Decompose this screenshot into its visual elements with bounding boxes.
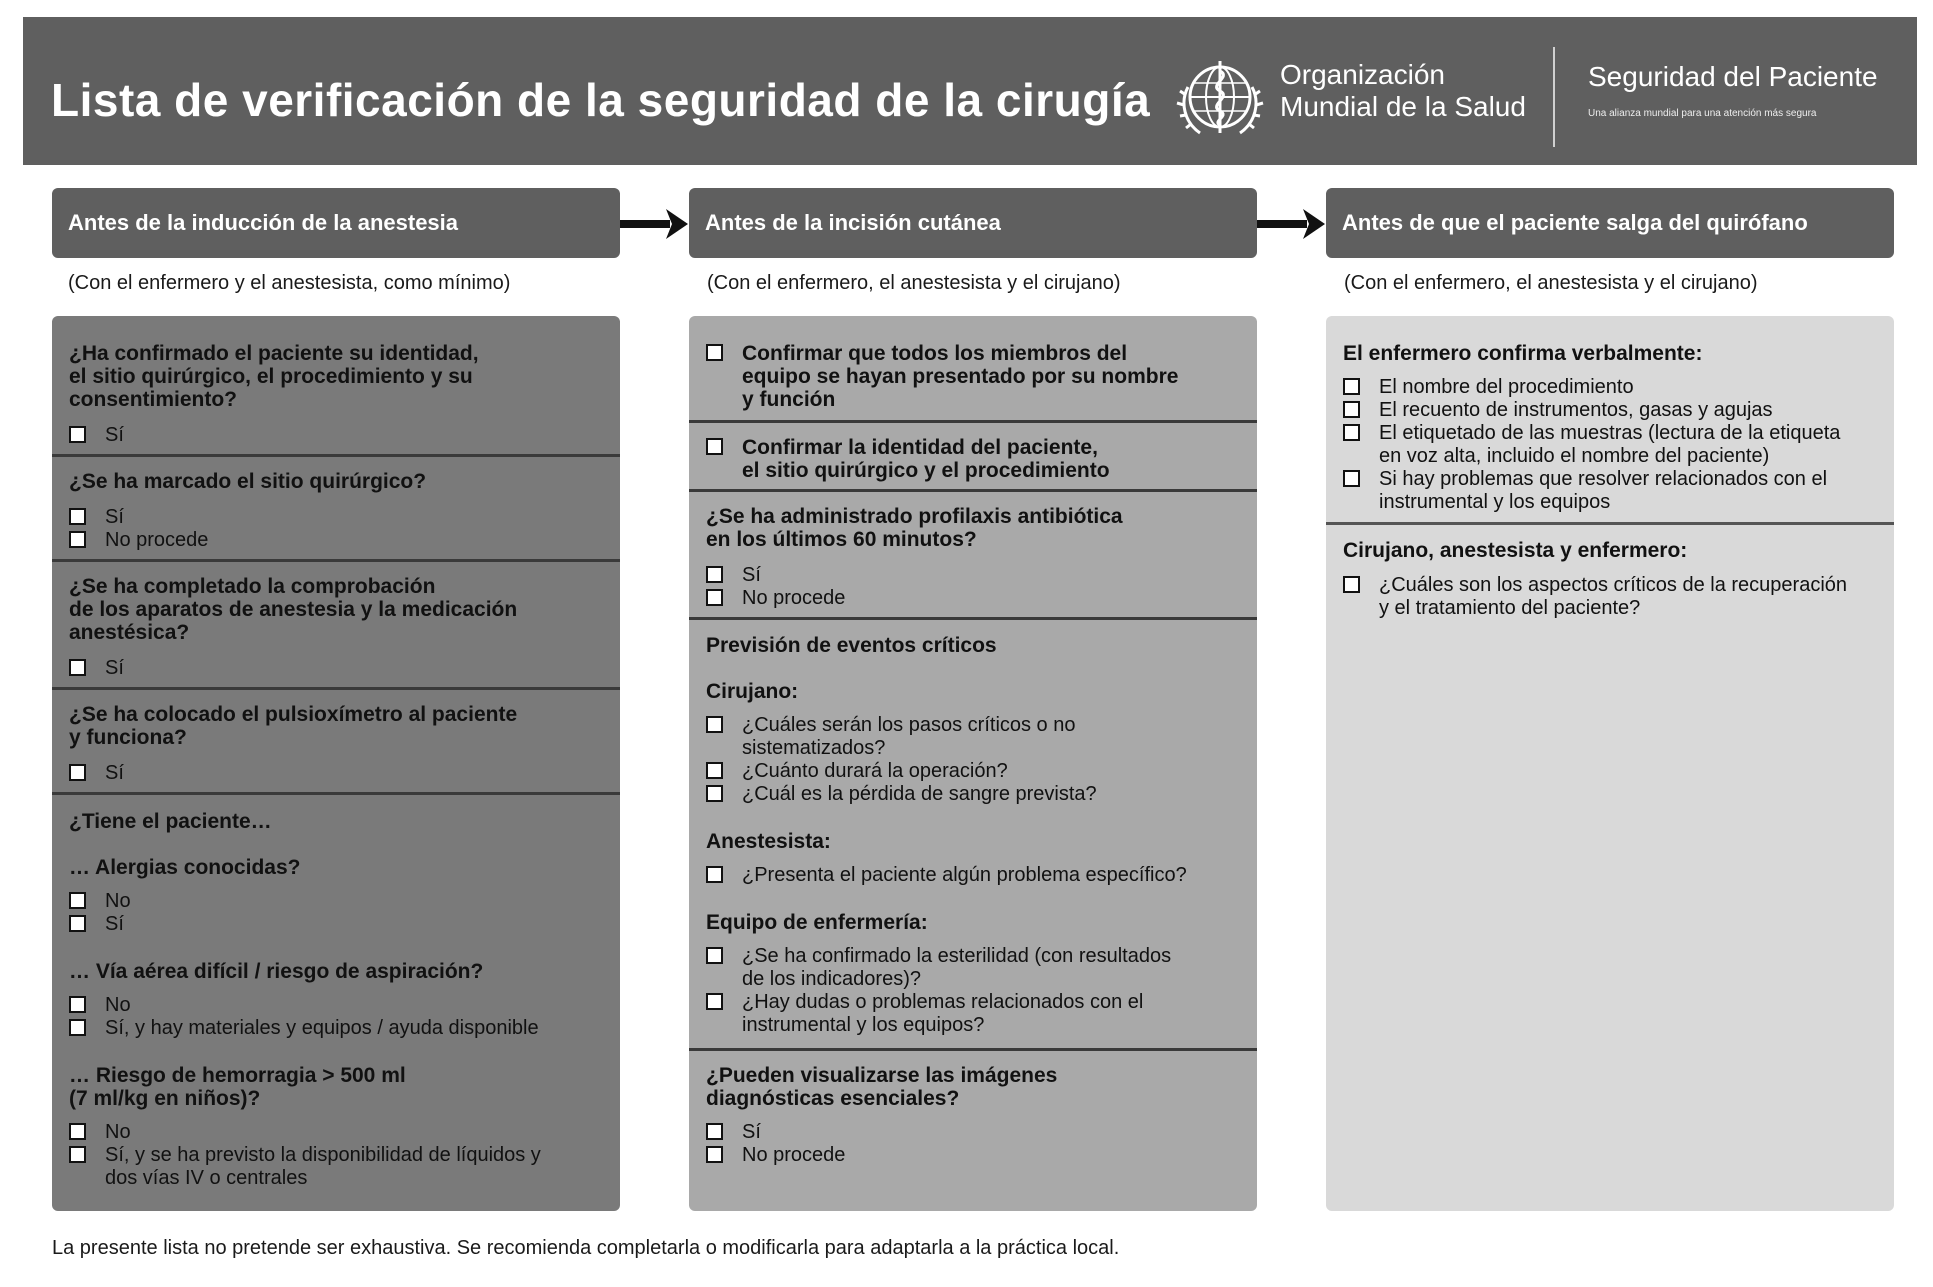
question-imaging: ¿Pueden visualizarse las imágenes diagnósticas esenciales? <box>706 1064 1058 1110</box>
column-subtitle-exit: (Con el enfermero, el anestesista y el cirujano) <box>1344 272 1758 294</box>
column-subtitle-induction: (Con el enfermero y el anestesista, como mínimo) <box>68 272 511 294</box>
checkbox-icon[interactable] <box>706 993 723 1010</box>
option-hemorrhage-no[interactable]: No <box>69 1121 131 1144</box>
option-team-introduced[interactable]: Confirmar que todos los miembros del equipo se hayan presentado por su nombre y función <box>706 342 1178 411</box>
option-procedure-name[interactable]: El nombre del procedimiento <box>1343 376 1634 399</box>
option-confirm-identity[interactable]: Confirmar la identidad del paciente, el sitio quirúrgico y el procedimiento <box>706 436 1110 482</box>
section-divider <box>689 420 1257 423</box>
section-divider <box>689 1048 1257 1051</box>
who-name: Organización Mundial de la Salud <box>1280 59 1526 122</box>
option-critical-steps[interactable]: ¿Cuáles serán los pasos críticos o no sistematizados? <box>706 714 1076 760</box>
checkbox-icon[interactable] <box>69 426 86 443</box>
patient-safety-title: Seguridad del Paciente <box>1588 61 1878 92</box>
checkbox-icon[interactable] <box>1343 401 1360 418</box>
option-airway-yes[interactable]: Sí, y hay materiales y equipos / ayuda disponible <box>69 1017 539 1040</box>
section-critical-events: Previsión de eventos críticos <box>706 634 997 657</box>
section-divider <box>689 617 1257 620</box>
option-equipment-issues[interactable]: ¿Hay dudas o problemas relacionados con el instrumental y los equipos? <box>706 991 1143 1037</box>
option-recovery-concerns[interactable]: ¿Cuáles son los aspectos críticos de la recuperación y el tratamiento del paciente? <box>1343 574 1847 620</box>
header-divider <box>1553 47 1555 147</box>
who-emblem-icon <box>1170 47 1270 147</box>
section-divider <box>52 454 620 457</box>
footer-note: La presente lista no pretende ser exhaustiva. Se recomienda completarla o modificarla para adaptarla a la práctica local. <box>52 1237 1120 1259</box>
checkbox-icon[interactable] <box>706 785 723 802</box>
question-identity: ¿Ha confirmado el paciente su identidad, el sitio quirúrgico, el procedimiento y su consentimiento? <box>69 342 479 411</box>
checkbox-icon[interactable] <box>706 566 723 583</box>
checkbox-icon[interactable] <box>69 1019 86 1036</box>
checkbox-icon[interactable] <box>706 716 723 733</box>
option-imaging-yes[interactable]: Sí <box>706 1121 761 1144</box>
checkbox-icon[interactable] <box>69 764 86 781</box>
checkbox-icon[interactable] <box>69 996 86 1013</box>
option-antibiotic-na[interactable]: No procede <box>706 587 845 610</box>
option-equipment-problems[interactable]: Si hay problemas que resolver relacionados con el instrumental y los equipos <box>1343 468 1827 514</box>
label-anesthetist: Anestesista: <box>706 830 831 853</box>
question-pulse-oximeter: ¿Se ha colocado el pulsioxímetro al paciente y funciona? <box>69 703 518 749</box>
option-identity-yes[interactable]: Sí <box>69 424 124 447</box>
label-surgeon: Cirujano: <box>706 680 799 703</box>
checkbox-icon[interactable] <box>69 1123 86 1140</box>
option-sterility[interactable]: ¿Se ha confirmado la esterilidad (con resultados de los indicadores)? <box>706 945 1171 991</box>
patient-safety-subtitle: Una alianza mundial para una atención más segura <box>1588 108 1817 119</box>
panel-induction <box>52 316 620 1211</box>
option-imaging-na[interactable]: No procede <box>706 1144 845 1167</box>
question-antibiotic: ¿Se ha administrado profilaxis antibiótica en los últimos 60 minutos? <box>706 505 1123 551</box>
option-anesthesia-yes[interactable]: Sí <box>69 657 124 680</box>
option-allergies-yes[interactable]: Sí <box>69 913 124 936</box>
column-subtitle-incision: (Con el enfermero, el anestesista y el cirujano) <box>707 272 1121 294</box>
checkbox-icon[interactable] <box>706 762 723 779</box>
option-airway-no[interactable]: No <box>69 994 131 1017</box>
question-hemorrhage: … Riesgo de hemorragia > 500 ml (7 ml/kg en niños)? <box>69 1064 406 1110</box>
option-specimen-labeling[interactable]: El etiquetado de las muestras (lectura de la etiqueta en voz alta, incluido el nombre del paciente) <box>1343 422 1840 468</box>
page-title: Lista de verificación de la seguridad de la cirugía <box>51 74 1151 126</box>
checkbox-icon[interactable] <box>1343 576 1360 593</box>
label-nursing-team: Equipo de enfermería: <box>706 911 928 934</box>
option-instrument-count[interactable]: El recuento de instrumentos, gasas y agujas <box>1343 399 1773 422</box>
option-allergies-no[interactable]: No <box>69 890 131 913</box>
checkbox-icon[interactable] <box>69 659 86 676</box>
section-divider <box>52 792 620 795</box>
option-duration[interactable]: ¿Cuánto durará la operación? <box>706 760 1008 783</box>
option-site-na[interactable]: No procede <box>69 529 208 552</box>
column-header-exit: Antes de que el paciente salga del quirófano <box>1326 188 1894 258</box>
header-bar <box>23 17 1917 165</box>
arrow-right-icon <box>620 207 690 241</box>
checkbox-icon[interactable] <box>1343 424 1360 441</box>
checkbox-icon[interactable] <box>706 1123 723 1140</box>
panel-incision <box>689 316 1257 1211</box>
checkbox-icon[interactable] <box>69 508 86 525</box>
checkbox-icon[interactable] <box>69 892 86 909</box>
checkbox-icon[interactable] <box>706 438 723 455</box>
checkbox-icon[interactable] <box>706 866 723 883</box>
question-allergies: … Alergias conocidas? <box>69 856 301 879</box>
section-nurse-confirms: El enfermero confirma verbalmente: <box>1343 342 1703 365</box>
panel-exit <box>1326 316 1894 1211</box>
checkbox-icon[interactable] <box>706 1146 723 1163</box>
section-team-review: Cirujano, anestesista y enfermero: <box>1343 539 1688 562</box>
section-divider <box>1326 522 1894 525</box>
checkbox-icon[interactable] <box>706 947 723 964</box>
question-site-marked: ¿Se ha marcado el sitio quirúrgico? <box>69 470 427 493</box>
checkbox-icon[interactable] <box>706 589 723 606</box>
column-header-induction: Antes de la inducción de la anestesia <box>52 188 620 258</box>
column-header-incision: Antes de la incisión cutánea <box>689 188 1257 258</box>
option-antibiotic-yes[interactable]: Sí <box>706 564 761 587</box>
option-blood-loss[interactable]: ¿Cuál es la pérdida de sangre prevista? <box>706 783 1097 806</box>
checkbox-icon[interactable] <box>1343 470 1360 487</box>
question-patient-has: ¿Tiene el paciente… <box>69 810 272 833</box>
section-divider <box>52 687 620 690</box>
option-oximeter-yes[interactable]: Sí <box>69 762 124 785</box>
option-specific-problem[interactable]: ¿Presenta el paciente algún problema específico? <box>706 864 1187 887</box>
checkbox-icon[interactable] <box>69 1146 86 1163</box>
section-divider <box>689 489 1257 492</box>
section-divider <box>52 559 620 562</box>
option-hemorrhage-yes[interactable]: Sí, y se ha previsto la disponibilidad de líquidos y dos vías IV o centrales <box>69 1144 541 1190</box>
question-airway: … Vía aérea difícil / riesgo de aspiración? <box>69 960 484 983</box>
checkbox-icon[interactable] <box>1343 378 1360 395</box>
arrow-right-icon <box>1257 207 1327 241</box>
checkbox-icon[interactable] <box>706 344 723 361</box>
question-anesthesia-check: ¿Se ha completado la comprobación de los aparatos de anestesia y la medicación anestésica? <box>69 575 518 644</box>
option-site-yes[interactable]: Sí <box>69 506 124 529</box>
checkbox-icon[interactable] <box>69 531 86 548</box>
checkbox-icon[interactable] <box>69 915 86 932</box>
